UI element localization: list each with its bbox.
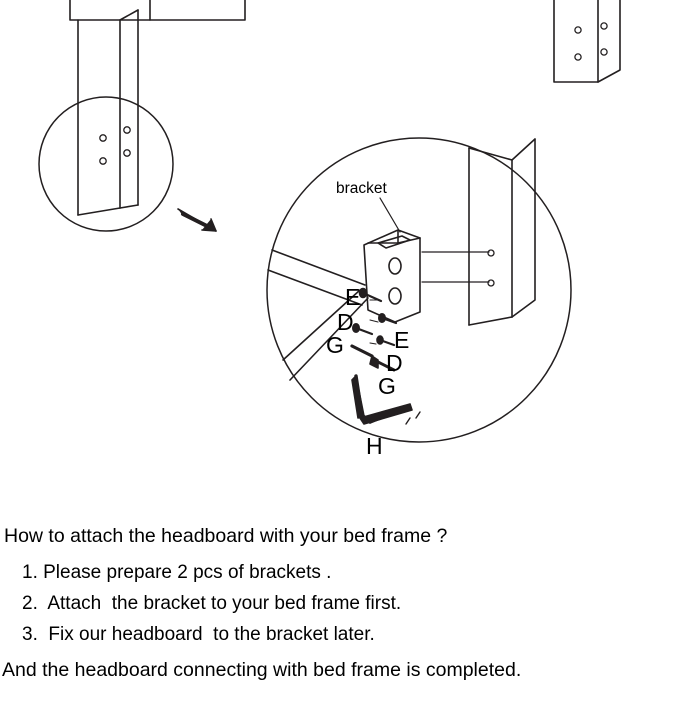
bracket-to-frame-leaders (422, 252, 489, 282)
detail-circle-main (267, 138, 571, 442)
label-right-d: D (386, 350, 403, 376)
instructions-closing: And the headboard connecting with bed frame is completed. (2, 658, 522, 681)
label-left-g: G (326, 332, 344, 358)
label-left-e: E (345, 284, 361, 310)
instructions-block (0, 500, 679, 682)
instruction-step: 3. Fix our headboard to the bracket later. (22, 623, 375, 645)
bed-frame-leg-right (554, 0, 620, 82)
detail-bed-frame-holes (488, 250, 494, 286)
label-allen-key-h: H (366, 433, 383, 459)
bracket-part (364, 230, 420, 322)
label-right-g: G (378, 373, 396, 399)
arrow-icon (178, 209, 216, 231)
label-right-e: E (394, 327, 410, 353)
bracket-label: bracket (336, 180, 387, 197)
bracket-leader-line (380, 198, 400, 232)
instruction-step: 2. Attach the bracket to your bed frame first. (22, 593, 402, 615)
instruction-step: 1. Please prepare 2 pcs of brackets . (22, 562, 332, 584)
allen-key-motion-ticks (406, 412, 420, 424)
instructions-question: How to attach the headboard with your bed frame ? (4, 525, 448, 547)
label-left-d: D (337, 309, 354, 335)
bed-frame-leg-holes (575, 23, 607, 60)
detail-bed-frame-leg (469, 139, 535, 325)
headboard-leg-left (70, 0, 245, 215)
instructions-steps (0, 548, 679, 650)
detail-leg-holes (100, 127, 130, 164)
